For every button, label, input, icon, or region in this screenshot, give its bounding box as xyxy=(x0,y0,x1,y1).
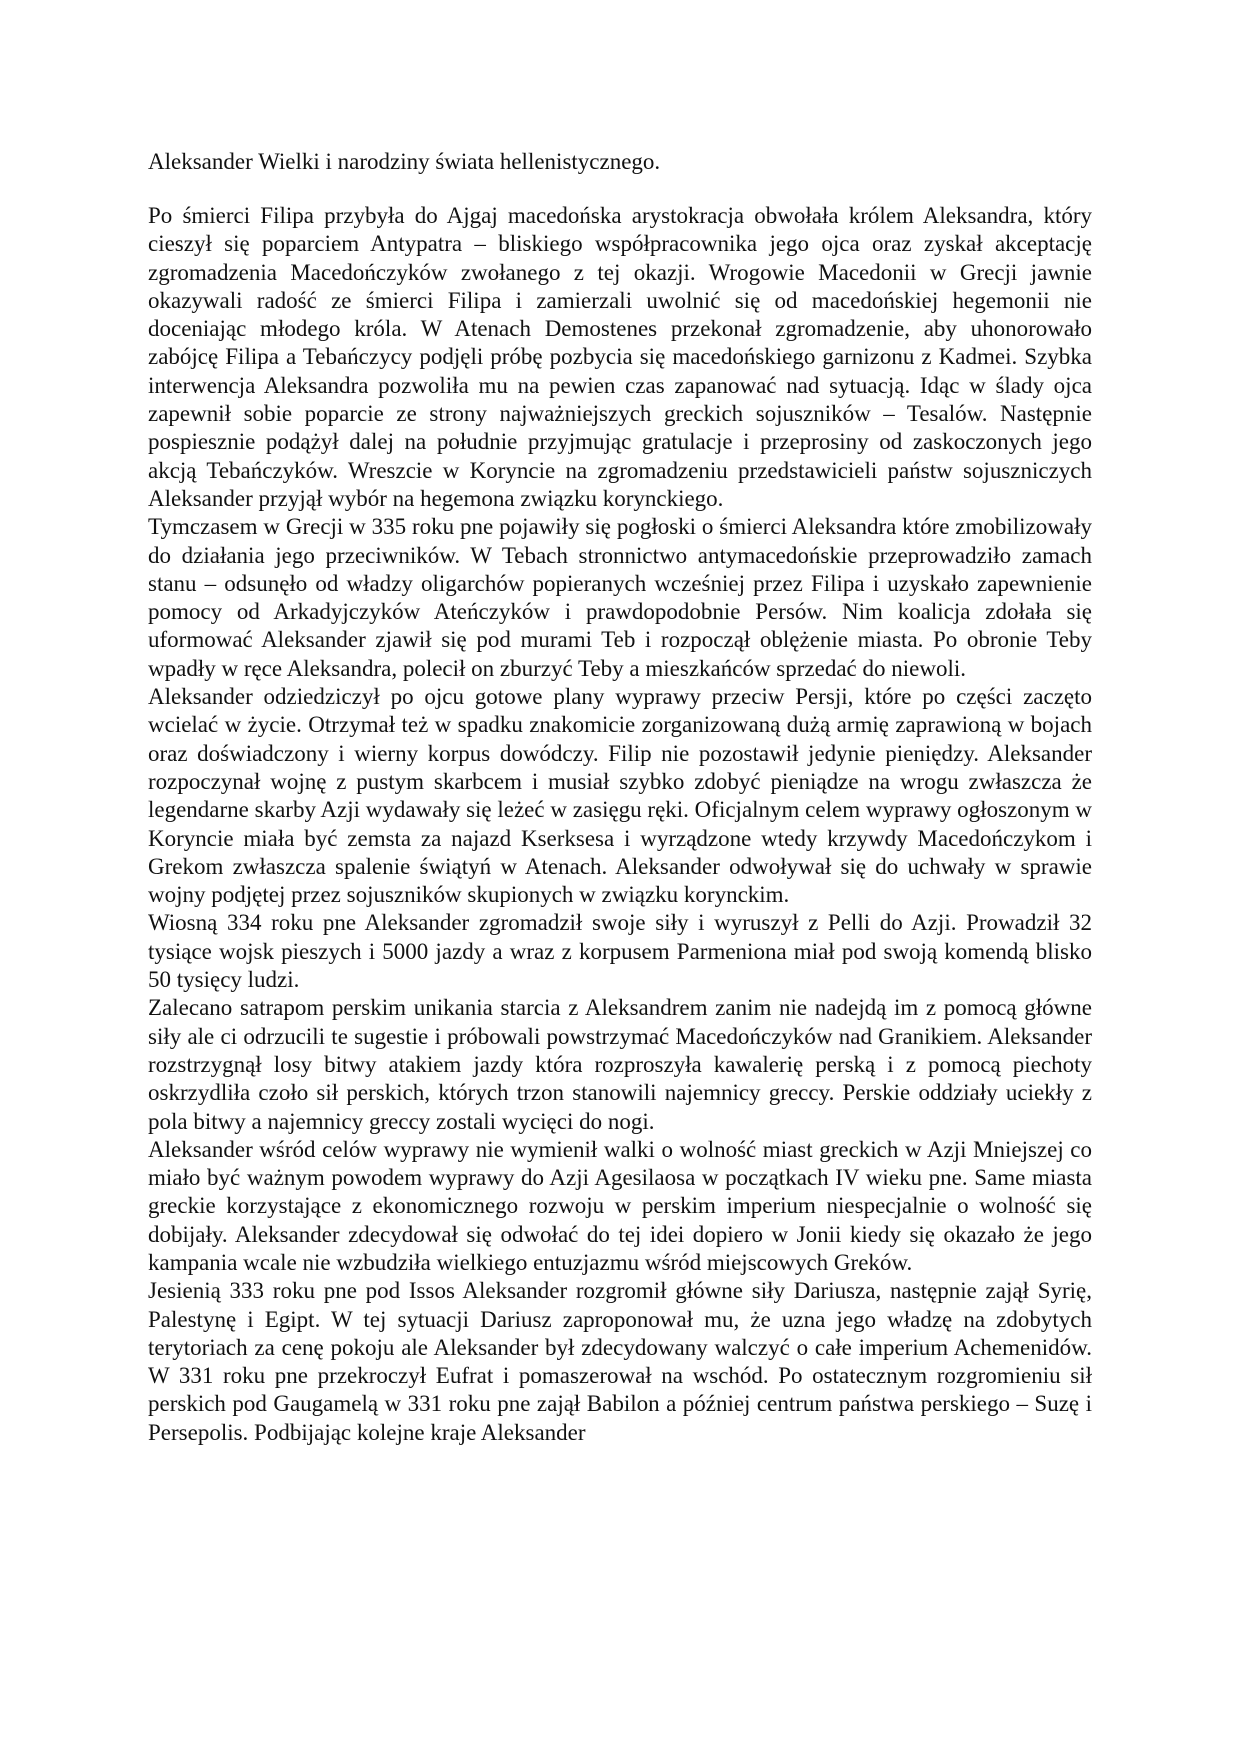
paragraph-inheritance: Aleksander odziedziczył po ojcu gotowe plany wyprawy przeciw Persji, które po części zaczęto wcielać w życie. Otrzymał też w spadku znakomicie zorganizowaną dużą armię zaprawioną w bojach oraz doświadczony i wierny korpus dowódczy. Filip nie pozostawił jedynie pieniędzy. Aleksander rozpoczynał wojnę z pustym skarbcem i musiał szybko zdobyć pieniądze na wrogu zwłaszcza że legendarne skarby Azji wydawały się leżeć w zasięgu ręki. Oficjalnym celem wyprawy ogłoszonym w Koryncie miała być zemsta za najazd Kserksesa i wyrządzone wtedy krzywdy Macedończykom i Grekom zwłaszcza spalenie świątyń w Atenach. Aleksander odwoływał się do uchwały w sprawie wojny podjętej przez sojuszników skupionych w związku korynckim. xyxy=(148,684,1092,908)
paragraph-greek-cities: Aleksander wśród celów wyprawy nie wymienił walki o wolność miast greckich w Azji Mniejszej co miało być ważnym powodem wyprawy do Azji Agesilaosa w początkach IV wieku pne. Same miasta greckie korzystające z ekonomicznego rozwoju w perskim imperium niespecjalnie o wolność się dobijały. Aleksander zdecydował się odwołać do tej idei dopiero w Jonii kiedy się okazało że jego kampania wcale nie wzbudziła wielkiego entuzjazmu wśród miejscowych Greków. xyxy=(148,1136,1092,1275)
document-title: Aleksander Wielki i narodziny świata hellenistycznego. xyxy=(148,149,661,174)
paragraph-granicus: Zalecano satrapom perskim unikania starcia z Aleksandrem zanim nie nadejdą im z pomocą główne siły ale ci odrzucili te sugestie i próbowali powstrzymać Macedończyków nad Granikiem. Aleksander rozstrzygnął losy bitwy atakiem jazdy która rozproszyła kawalerię perską i z pomocą piechoty oskrzydliła czoło sił perskich, których trzon stanowili najemnicy greccy. Perskie oddziały uciekły z pola bitwy a najemnicy greccy zostali wycięci do nogi. xyxy=(148,995,1092,1134)
paragraph-issos: Jesienią 333 roku pne pod Issos Aleksander rozgromił główne siły Dariusza, następnie zajął Syrię, Palestynę i Egipt. W tej sytuacji Dariusz zaproponował mu, że uzna jego władzę na zdobytych terytoriach za cenę pokoju ale Aleksander był zdecydowany walczyć o całe imperium Achemenidów. W 331 roku pne przekroczył Eufrat i pomaszerował na wschód. Po ostatecznym rozgromieniu sił perskich pod Gaugamelą w 331 roku pne zajął Babilon a później centrum państwa perskiego – Suzę i Persepolis. Podbijając kolejne kraje Aleksander xyxy=(148,1278,1092,1445)
document-body xyxy=(148,202,1092,1447)
paragraph-march-334: Wiosną 334 roku pne Aleksander zgromadził swoje siły i wyruszył z Pelli do Azji. Prowadził 32 tysiące wojsk pieszych i 5000 jazdy a wraz z korpusem Parmeniona miał pod swoją komendą blisko 50 tysięcy ludzi. xyxy=(148,910,1092,993)
paragraph-accession: Po śmierci Filipa przybyła do Ajgaj macedońska arystokracja obwołała królem Aleksandra, który cieszył się poparciem Antypatra – bliskiego współpracownika jego ojca oraz zyskał akceptację zgromadzenia Macedończyków zwołanego z tej okazji. Wrogowie Macedonii w Grecji jawnie okazywali radość ze śmierci Filipa i zamierzali uwolnić się od macedońskiej hegemonii nie doceniając młodego króla. W Atenach Demostenes przekonał zgromadzenie, aby uhonorowało zabójcę Filipa a Tebańczycy podjęli próbę pozbycia się macedońskiego garnizonu z Kadmei. Szybka interwencja Aleksandra pozwoliła mu na pewien czas zapanować nad sytuacją. Idąc w ślady ojca zapewnił sobie poparcie ze strony najważniejszych greckich sojuszników – Tesalów. Następnie pospiesznie podążył dalej na południe przyjmując gratulacje i przeprosiny od zaskoczonych jego akcją Tebańczyków. Wreszcie w Koryncie na zgromadzeniu przedstawicieli państw sojuszniczych Aleksander przyjął wybór na hegemona związku korynckiego. xyxy=(148,203,1092,511)
paragraph-thebes: Tymczasem w Grecji w 335 roku pne pojawiły się pogłoski o śmierci Aleksandra które zmobilizowały do działania jego przeciwników. W Tebach stronnictwo antymacedońskie przeprowadziło zamach stanu – odsunęło od władzy oligarchów popieranych wcześniej przez Filipa i uzyskało zapewnienie pomocy od Arkadyjczyków Ateńczyków i prawdopodobnie Persów. Nim koalicja zdołała się uformować Aleksander zjawił się pod murami Teb i rozpoczął oblężenie miasta. Po obronie Teby wpadły w ręce Aleksandra, polecił on zburzyć Teby a mieszkańców sprzedać do niewoli. xyxy=(148,514,1092,681)
